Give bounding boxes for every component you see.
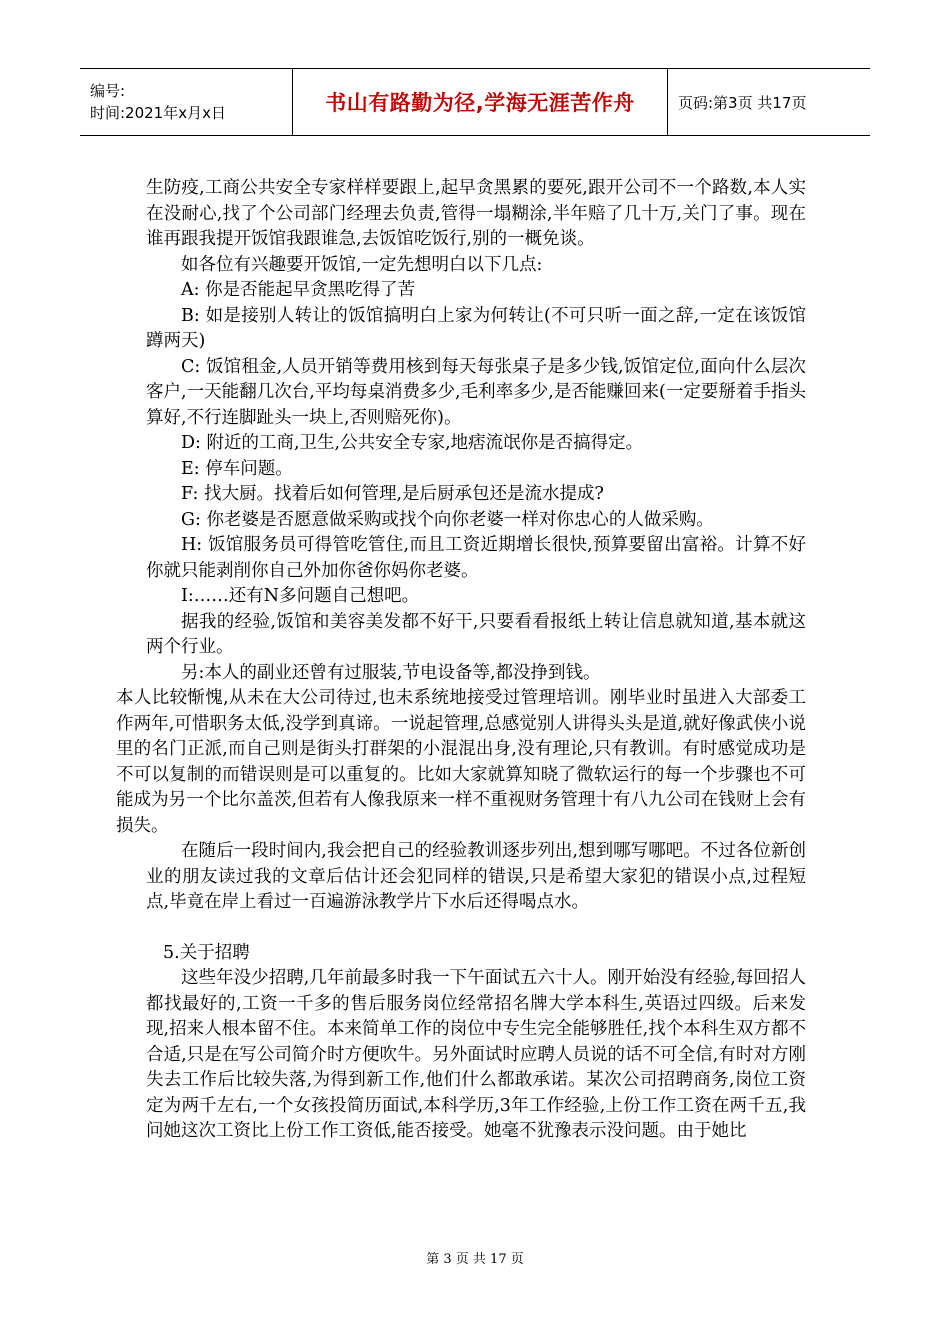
document-number-label: 编号:	[90, 82, 126, 100]
list-item: I:……还有N多问题自己想吧。	[181, 586, 420, 606]
header-motto-cell	[293, 69, 668, 135]
list-item: H: 饭馆服务员可得管吃管住,而且工资近期增长很快,预算要留出富裕。计算不好你就只能剥削你自己外加你爸你妈你老婆。	[146, 535, 806, 581]
header-left-cell	[80, 69, 293, 135]
list-item: C: 饭馆租金,人员开销等费用核到每天每张桌子是多少钱,饭馆定位,面向什么层次客户,一天能翻几次台,平均每桌消费多少,毛利率多少,是否能赚回来(一定要掰着手指头算好,不行连脚趾头一块上,否则赔死你)。	[146, 356, 806, 428]
page-header	[80, 68, 870, 136]
section-heading: 5.关于招聘	[163, 942, 250, 963]
document-body	[116, 176, 806, 1145]
paragraph-spacer	[146, 916, 806, 941]
paragraph: 生防疫,工商公共安全专家样样要跟上,起早贪黑累的要死,跟开公司不一个路数,本人实在没耐心,找了个公司部门经理去负责,管得一塌糊涂,半年赔了几十万,关门了事。现在谁再跟我提开饭馆我跟谁急,去饭馆吃饭行,别的一概免谈。	[146, 178, 806, 249]
document-date-label: 时间:2021年x月x日	[90, 104, 226, 122]
header-page-number: 页码:第3页 共17页	[678, 93, 807, 112]
list-item: F: 找大厨。找着后如何管理,是后厨承包还是流水提成?	[181, 484, 604, 504]
paragraph: 在随后一段时间内,我会把自己的经验教训逐步列出,想到哪写哪吧。不过各位新创业的朋友读过我的文章后估计还会犯同样的错误,只是希望大家犯的错误小点,过程短点,毕竟在岸上看过一百遍游泳教学片下水后还得喝点水。	[146, 841, 806, 912]
page-footer: 第 3 页 共 17 页	[426, 1252, 524, 1267]
header-motto: 书山有路勤为径,学海无涯苦作舟	[325, 91, 635, 115]
paragraph: 另:本人的副业还曾有过服装,节电设备等,都没挣到钱。	[181, 662, 601, 683]
list-item: E: 停车问题。	[181, 458, 293, 479]
header-page-cell	[668, 69, 870, 135]
list-item: D: 附近的工商,卫生,公共安全专家,地痞流氓你是否搞得定。	[181, 433, 644, 453]
list-item: A: 你是否能起早贪黑吃得了苦	[181, 280, 416, 300]
paragraph: 如各位有兴趣要开饭馆,一定先想明白以下几点:	[181, 254, 543, 275]
list-item: B: 如是接别人转让的饭馆搞明白上家为何转让(不可只听一面之辞,一定在该饭馆蹲两天)	[146, 305, 806, 351]
paragraph: 本人比较惭愧,从未在大公司待过,也未系统地接受过管理培训。刚毕业时虽进入大部委工作两年,可惜职务太低,没学到真谛。一说起管理,总感觉别人讲得头头是道,就好像武侠小说里的名门正派,而自己则是街头打群架的小混混出身,没有理论,只有教训。有时感觉成功是不可以复制的而错误则是可以重复的。比如大家就算知晓了微软运行的每一个步骤也不可能成为另一个比尔盖茨,但若有人像我原来一样不重视财务管理十有八九公司在钱财上会有损失。	[116, 688, 806, 836]
paragraph: 据我的经验,饭馆和美容美发都不好干,只要看看报纸上转让信息就知道,基本就这两个行业。	[146, 611, 806, 657]
list-item: G: 你老婆是否愿意做采购或找个向你老婆一样对你忠心的人做采购。	[181, 509, 714, 530]
paragraph: 这些年没少招聘,几年前最多时我一下午面试五六十人。刚开始没有经验,每回招人都找最好的,工资一千多的售后服务岗位经常招名牌大学本科生,英语过四级。后来发现,招来人根本留不住。本来简单工作的岗位中专生完全能够胜任,找个本科生双方都不合适,只是在写公司简介时方便吹牛。另外面试时应聘人员说的话不可全信,有时对方刚失去工作后比较失落,为得到新工作,他们什么都敢承诺。某次公司招聘商务,岗位工资定为两千左右,一个女孩投简历面试,本科学历,3年工作经验,上份工作工资在两千五,我问她这次工资比上份工作工资低,能否接受。她毫不犹豫表示没问题。由于她比	[146, 968, 806, 1141]
